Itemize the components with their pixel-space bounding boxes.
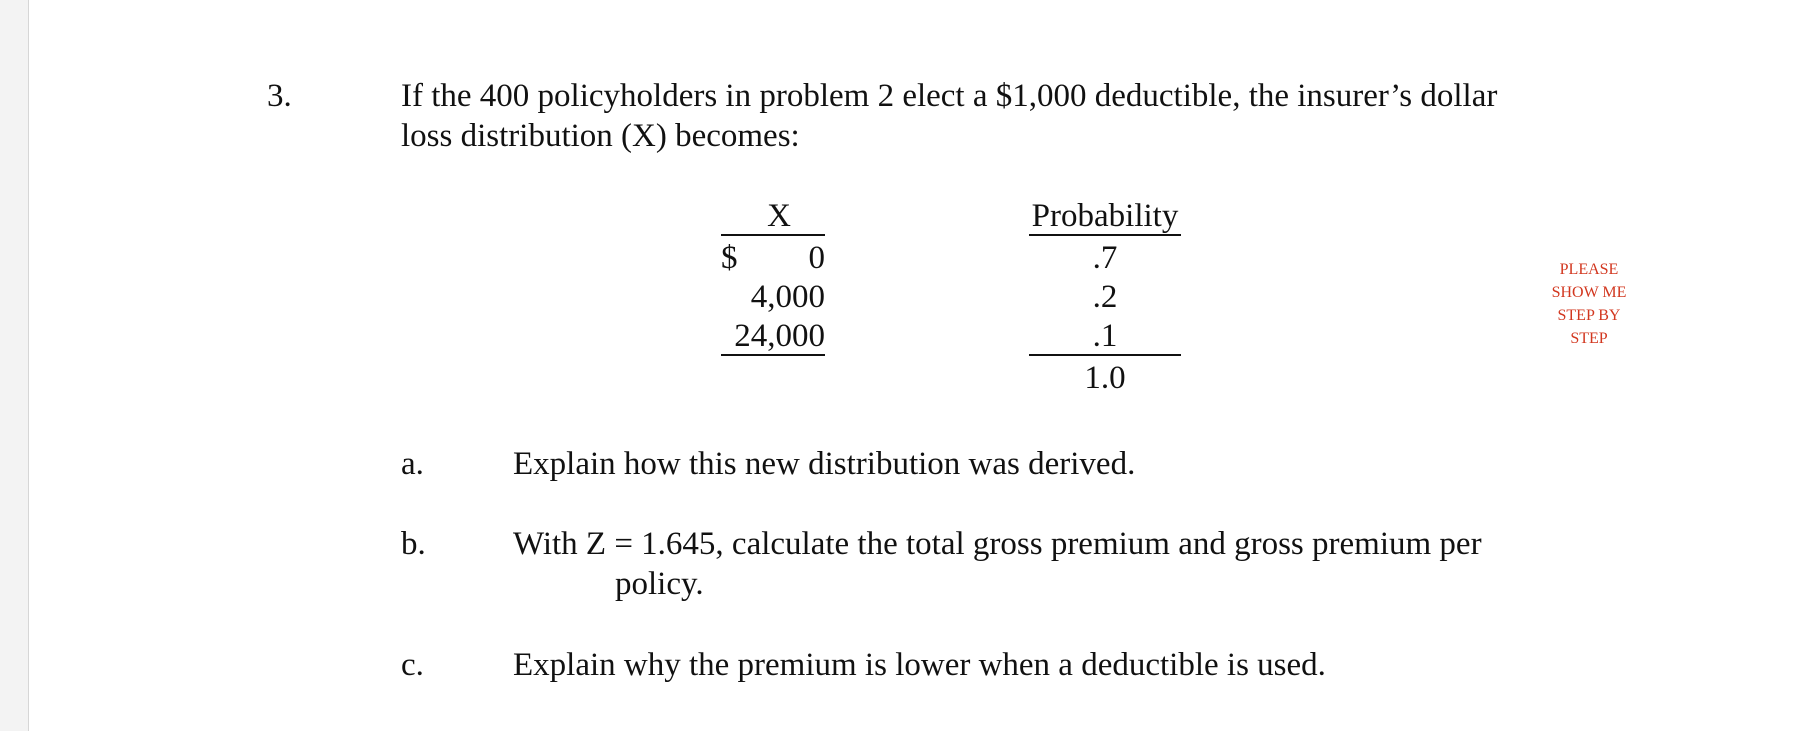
part-c-letter: c. [401, 647, 424, 683]
probability-value-3: .1 [1092, 318, 1118, 354]
help-note-line-4: STEP [1570, 330, 1608, 347]
probability-sum-line [1029, 354, 1181, 356]
help-note-line-2: SHOW ME [1551, 284, 1627, 301]
document-page [28, 0, 1813, 731]
help-note-line-3: STEP BY [1557, 307, 1621, 324]
part-b-text-line-1: With Z = 1.645, calculate the total gross premium and gross premium per [513, 526, 1482, 562]
part-b-text-line-2: policy. [615, 566, 704, 602]
probability-column-header: Probability [1031, 198, 1179, 234]
help-note [1534, 258, 1644, 350]
x-value-3: 24,000 [734, 318, 825, 354]
problem-text-line-1: If the 400 policyholders in problem 2 elect a $1,000 deductible, the insurer’s dollar [401, 78, 1498, 114]
part-a-text: Explain how this new distribution was derived. [513, 446, 1136, 482]
x-values-underline [721, 354, 825, 356]
part-b-letter: b. [401, 526, 426, 562]
part-c-text: Explain why the premium is lower when a deductible is used. [513, 647, 1326, 683]
x-column-header: X [767, 198, 791, 234]
probability-header-underline [1029, 234, 1181, 236]
probability-total: 1.0 [1084, 360, 1126, 396]
help-note-line-1: PLEASE [1559, 261, 1619, 278]
x-value-2: 4,000 [750, 279, 825, 315]
currency-symbol: $ [721, 240, 738, 276]
problem-text-line-2: loss distribution (X) becomes: [401, 118, 800, 154]
probability-value-2: .2 [1092, 279, 1118, 315]
x-header-underline [721, 234, 825, 236]
x-value-1: 0 [808, 240, 825, 276]
part-a-letter: a. [401, 446, 424, 482]
problem-number: 3. [267, 78, 292, 114]
probability-value-1: .7 [1092, 240, 1118, 276]
